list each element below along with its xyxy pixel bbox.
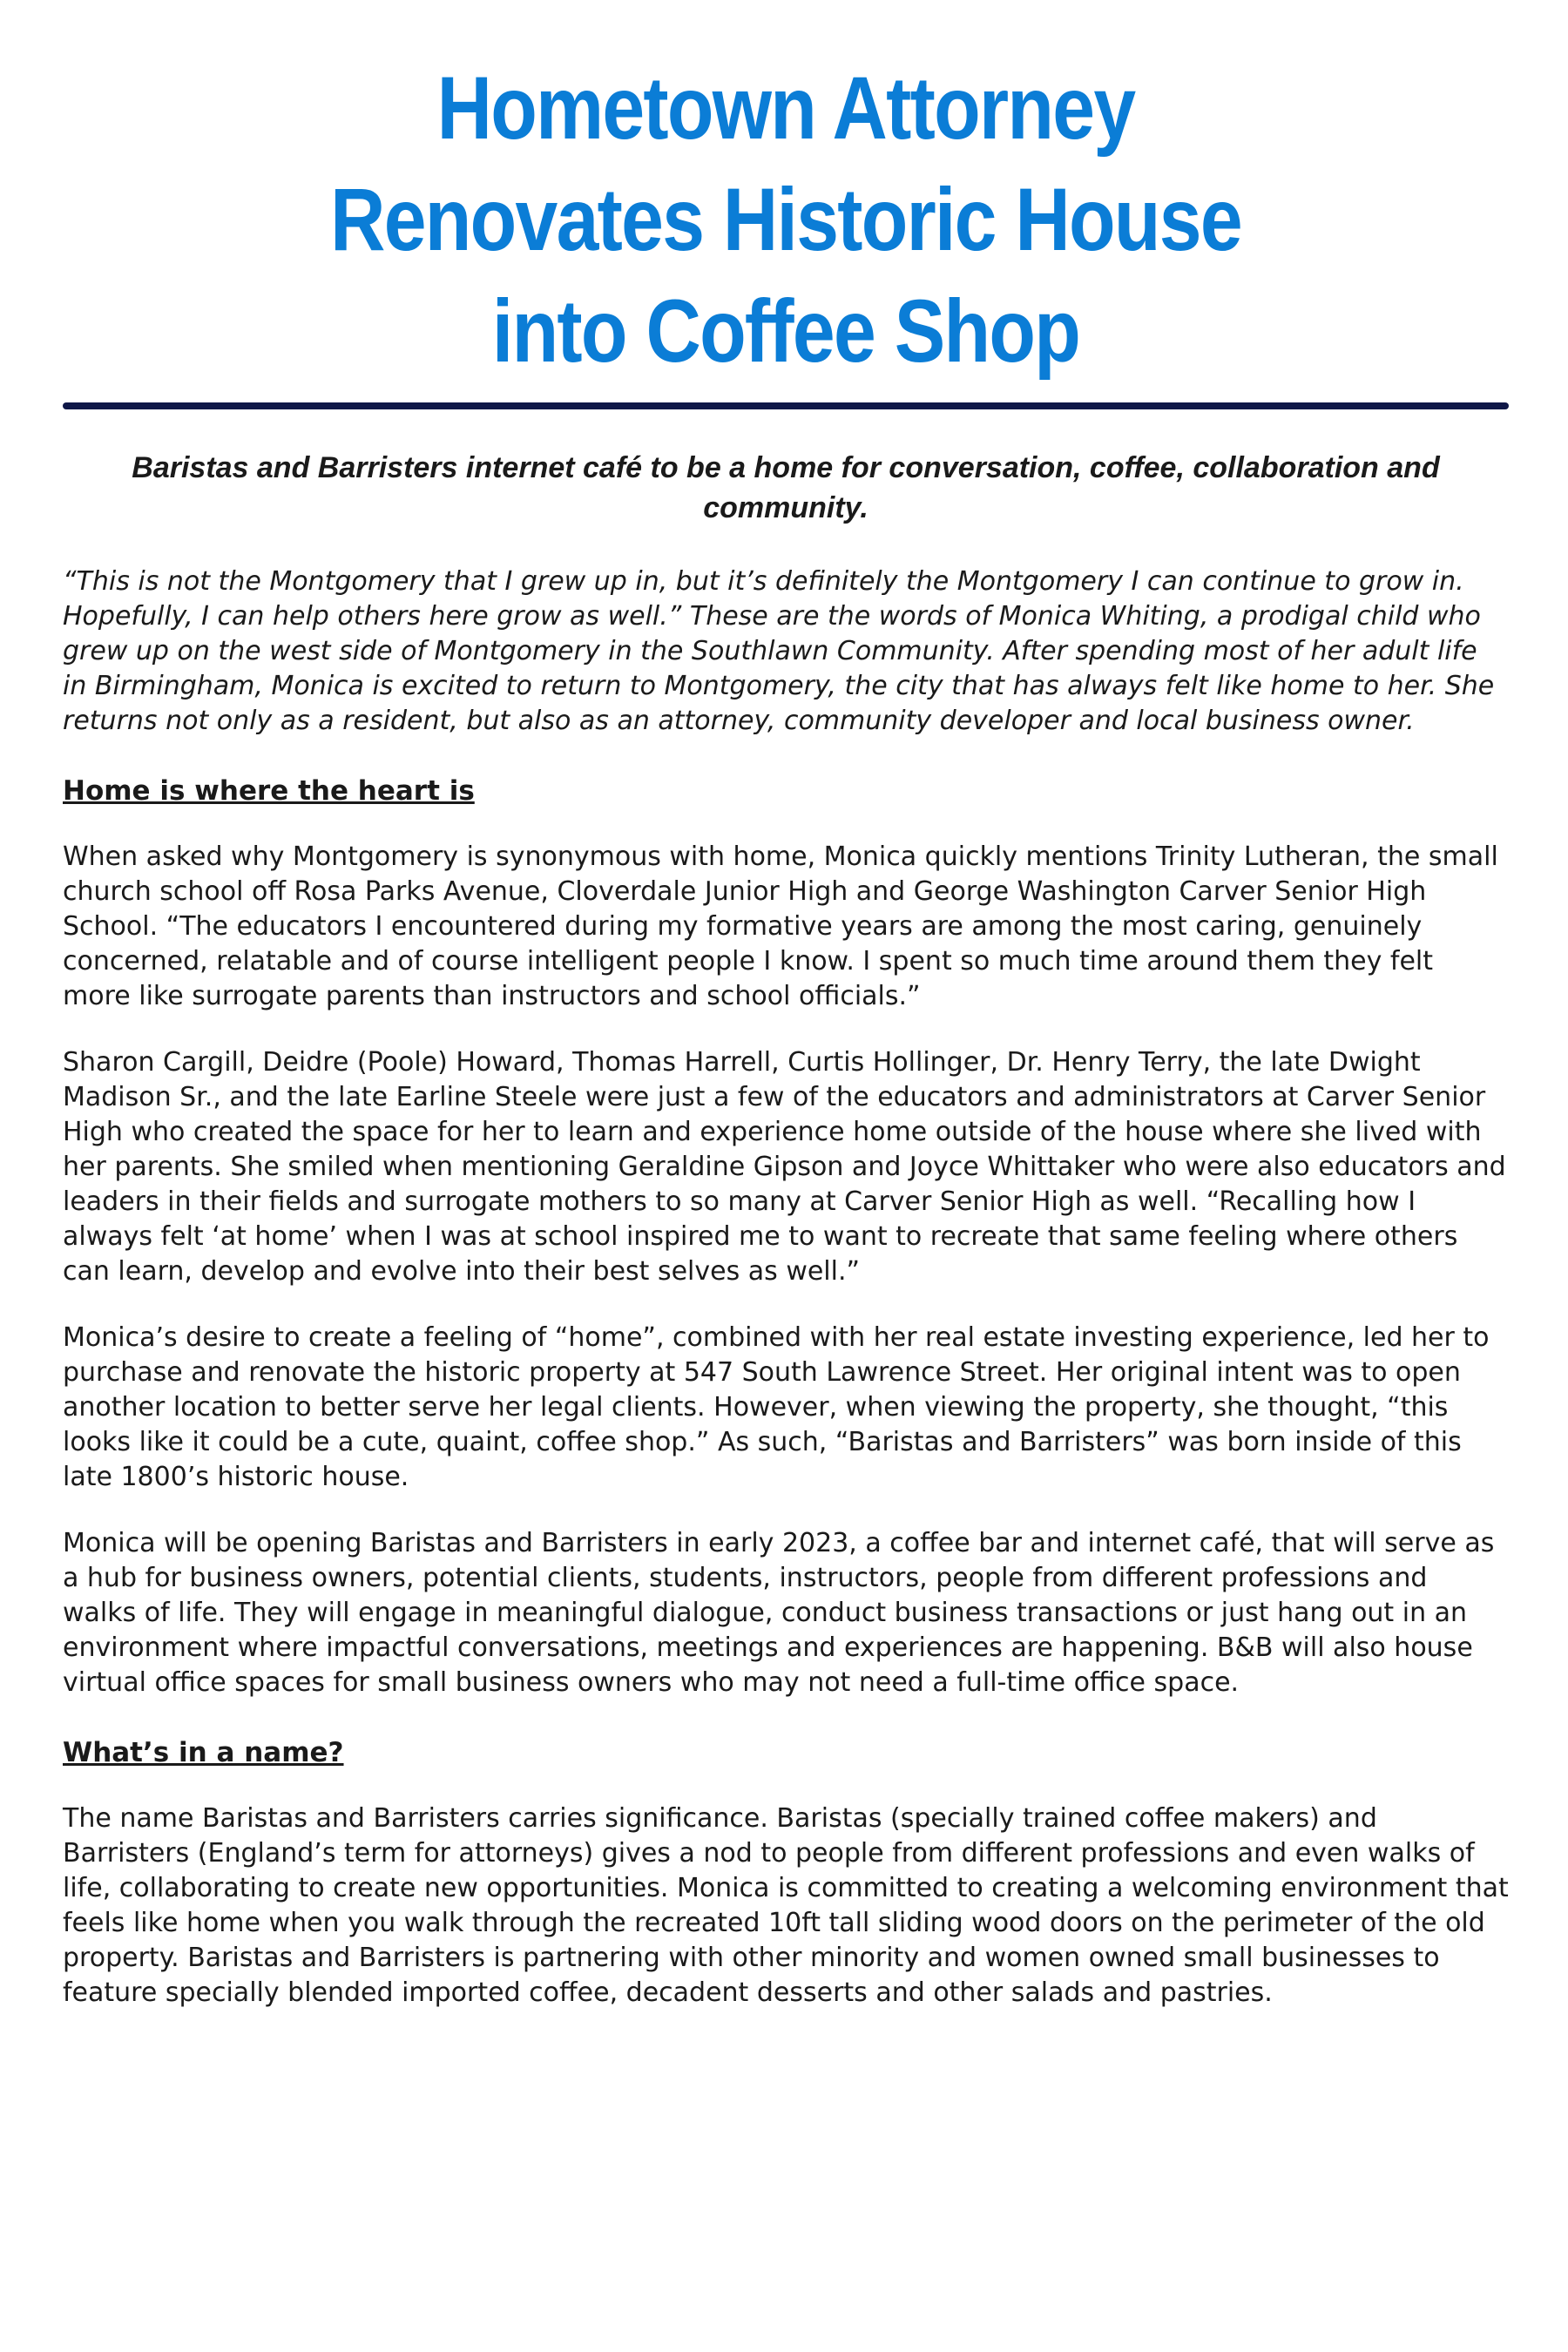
title-line: into Coffee Shop xyxy=(491,281,1080,381)
body-paragraph: Sharon Cargill, Deidre (Poole) Howard, Thomas Harrell, Curtis Hollinger, Dr. Henry Terry, the late Dwight Madison Sr., and the late Earline Steele were just a few of the educators and administrators at Carver Senior High who created the space for her to learn and experience home outside of the house where she lived with her parents. She smiled when mentioning Geraldine Gipson and Joyce Whittaker who were also educators and leaders in their fields and surrogate mothers to so many at Carver Senior High as well. “Recalling how I always felt ‘at home’ when I was at school inspired me to want to recreate that same feeling where others can learn, develop and evolve into their best selves as well.” xyxy=(63,1047,1506,1287)
section-heading-name: What’s in a name? xyxy=(63,1737,344,1768)
lead-paragraph: “This is not the Montgomery that I grew up in, but it’s definitely the Montgomery I can continue to grow in. Hopefully, I can help others here grow as well.” These are the words of Monica Whiting, a prodigal child who grew up on the west side of Montgomery in the Southlawn Community. After spending most of her adult life in Birmingham, Monica is excited to return to Montgomery, the city that has always felt like home to her. She returns not only as a resident, but also as an attorney, community developer and local business owner. xyxy=(63,566,1495,736)
article-subtitle: Baristas and Barristers internet café to be a home for conversation, coffee, collaboration and community. xyxy=(132,451,1440,524)
article xyxy=(63,52,1509,2011)
body-paragraph: Monica will be opening Baristas and Barristers in early 2023, a coffee bar and internet café, that will serve as a hub for business owners, potential clients, students, instructors, people from different professions and walks of life. They will engage in meaningful dialogue, conduct business transactions or just hang out in an environment where impactful conversations, meetings and experiences are happening. B&B will also house virtual office spaces for small business owners who may not need a full-time office space. xyxy=(63,1528,1495,1698)
body-paragraph: Monica’s desire to create a feeling of “home”, combined with her real estate investing experience, led her to purchase and renovate the historic property at 547 South Lawrence Street. Her original intent was to open another location to better serve her legal clients. However, when viewing the property, she thought, “this looks like it could be a cute, quaint, coffee shop.” As such, “Baristas and Barristers” was born inside of this late 1800’s historic house. xyxy=(63,1322,1490,1492)
title-divider xyxy=(63,402,1509,409)
body-paragraph: When asked why Montgomery is synonymous with home, Monica quickly mentions Trinity Lutheran, the small church school off Rosa Parks Avenue, Cloverdale Junior High and George Washington Carver Senior High School. “The educators I encountered during my formative years are among the most caring, genuinely concerned, relatable and of course intelligent people I know. I spent so much time around them they felt more like surrogate parents than instructors and school officials.” xyxy=(63,841,1498,1011)
title-line: Hometown Attorney xyxy=(436,58,1135,158)
article-title xyxy=(164,52,1408,387)
section-heading-home: Home is where the heart is xyxy=(63,775,475,807)
body-paragraph: The name Baristas and Barristers carries significance. Baristas (specially trained coffee makers) and Barristers (England’s term for attorneys) gives a nod to people from different professions and even walks of life, collaborating to create new opportunities. Monica is committed to creating a welcoming environment that feels like home when you walk through the recreated 10ft tall sliding wood doors on the perimeter of the old property. Baristas and Barristers is partnering with other minority and women owned small businesses to feature specially blended imported coffee, decadent desserts and other salads and pastries. xyxy=(63,1803,1509,2008)
title-line: Renovates Historic House xyxy=(330,170,1241,269)
